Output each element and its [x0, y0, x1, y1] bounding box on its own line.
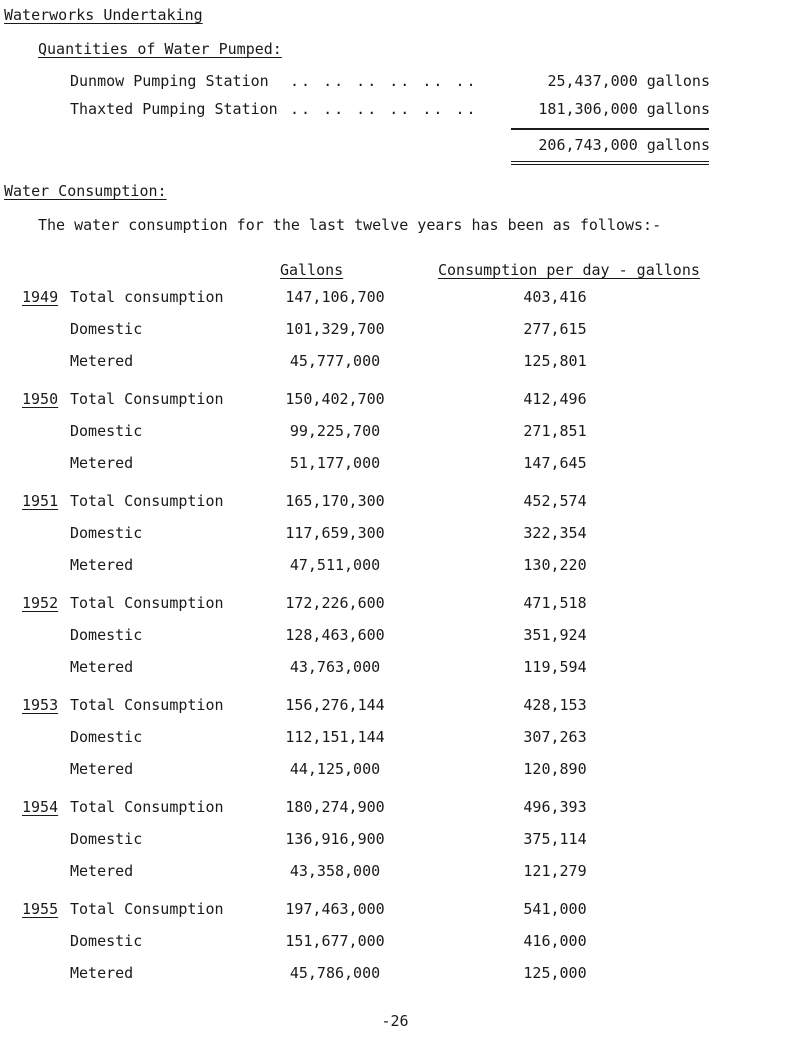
gallons-value: 180,274,900 — [285, 798, 385, 816]
row-label: Metered — [70, 964, 134, 982]
row-label: Total Consumption — [70, 900, 224, 918]
per-day-value: 125,801 — [523, 352, 587, 370]
row-label: Metered — [70, 760, 134, 778]
year-label: 1953 — [22, 696, 59, 714]
page-heading: Waterworks Undertaking — [4, 6, 203, 24]
gallons-value: 150,402,700 — [285, 390, 385, 408]
per-day-value: 541,000 — [523, 900, 587, 918]
per-day-value: 403,416 — [523, 288, 587, 306]
row-label: Domestic — [70, 422, 143, 440]
total-rule-bottom — [511, 164, 709, 165]
leader-dots: .. .. .. .. .. .. — [290, 100, 478, 118]
row-label: Total consumption — [70, 288, 224, 306]
row-label: Total Consumption — [70, 390, 224, 408]
column-header-per-day: Consumption per day - gallons — [438, 261, 700, 279]
per-day-value: 307,263 — [523, 728, 587, 746]
pumped-total: 206,743,000 gallons — [538, 136, 710, 154]
row-label: Total Consumption — [70, 492, 224, 510]
per-day-value: 351,924 — [523, 626, 587, 644]
consumption-title: Water Consumption: — [4, 182, 167, 200]
sum-rule — [511, 128, 709, 130]
gallons-value: 156,276,144 — [285, 696, 385, 714]
row-label: Domestic — [70, 728, 143, 746]
per-day-value: 412,496 — [523, 390, 587, 408]
per-day-value: 471,518 — [523, 594, 587, 612]
per-day-value: 130,220 — [523, 556, 587, 574]
per-day-value: 147,645 — [523, 454, 587, 472]
per-day-value: 416,000 — [523, 932, 587, 950]
year-label: 1949 — [22, 288, 59, 306]
per-day-value: 271,851 — [523, 422, 587, 440]
row-label: Domestic — [70, 830, 143, 848]
gallons-value: 101,329,700 — [285, 320, 385, 338]
per-day-value: 375,114 — [523, 830, 587, 848]
per-day-value: 277,615 — [523, 320, 587, 338]
per-day-value: 496,393 — [523, 798, 587, 816]
gallons-value: 128,463,600 — [285, 626, 385, 644]
gallons-value: 165,170,300 — [285, 492, 385, 510]
row-label: Total Consumption — [70, 798, 224, 816]
pumped-amount: 25,437,000 gallons — [547, 72, 710, 90]
pumped-station-label: Dunmow Pumping Station — [70, 72, 269, 90]
row-label: Domestic — [70, 932, 143, 950]
row-label: Domestic — [70, 320, 143, 338]
row-label: Total Consumption — [70, 696, 224, 714]
row-label: Domestic — [70, 524, 143, 542]
gallons-value: 51,177,000 — [289, 454, 381, 472]
year-label: 1955 — [22, 900, 59, 918]
gallons-value: 117,659,300 — [285, 524, 385, 542]
gallons-value: 197,463,000 — [285, 900, 385, 918]
year-label: 1950 — [22, 390, 59, 408]
gallons-value: 99,225,700 — [289, 422, 381, 440]
per-day-value: 119,594 — [523, 658, 587, 676]
gallons-value: 47,511,000 — [289, 556, 381, 574]
year-label: 1952 — [22, 594, 59, 612]
row-label: Metered — [70, 352, 134, 370]
per-day-value: 322,354 — [523, 524, 587, 542]
per-day-value: 428,153 — [523, 696, 587, 714]
gallons-value: 45,786,000 — [289, 964, 381, 982]
consumption-intro: The water consumption for the last twelve years has been as follows:- — [38, 216, 662, 234]
pumped-station-label: Thaxted Pumping Station — [70, 100, 278, 118]
gallons-value: 45,777,000 — [289, 352, 381, 370]
pumped-amount: 181,306,000 gallons — [538, 100, 710, 118]
row-label: Domestic — [70, 626, 143, 644]
gallons-value: 136,916,900 — [285, 830, 385, 848]
gallons-value: 147,106,700 — [285, 288, 385, 306]
gallons-value: 43,763,000 — [289, 658, 381, 676]
row-label: Metered — [70, 556, 134, 574]
year-label: 1951 — [22, 492, 59, 510]
row-label: Metered — [70, 862, 134, 880]
gallons-value: 172,226,600 — [285, 594, 385, 612]
column-header-gallons: Gallons — [280, 261, 344, 279]
leader-dots: .. .. .. .. .. .. — [290, 72, 478, 90]
row-label: Metered — [70, 658, 134, 676]
gallons-value: 151,677,000 — [285, 932, 385, 950]
per-day-value: 121,279 — [523, 862, 587, 880]
gallons-value: 112,151,144 — [285, 728, 385, 746]
total-rule-top — [511, 161, 709, 162]
page-number: -26 — [381, 1012, 409, 1030]
per-day-value: 452,574 — [523, 492, 587, 510]
pumped-title: Quantities of Water Pumped: — [38, 40, 282, 58]
row-label: Total Consumption — [70, 594, 224, 612]
gallons-value: 43,358,000 — [289, 862, 381, 880]
row-label: Metered — [70, 454, 134, 472]
gallons-value: 44,125,000 — [289, 760, 381, 778]
per-day-value: 120,890 — [523, 760, 587, 778]
per-day-value: 125,000 — [523, 964, 587, 982]
year-label: 1954 — [22, 798, 59, 816]
